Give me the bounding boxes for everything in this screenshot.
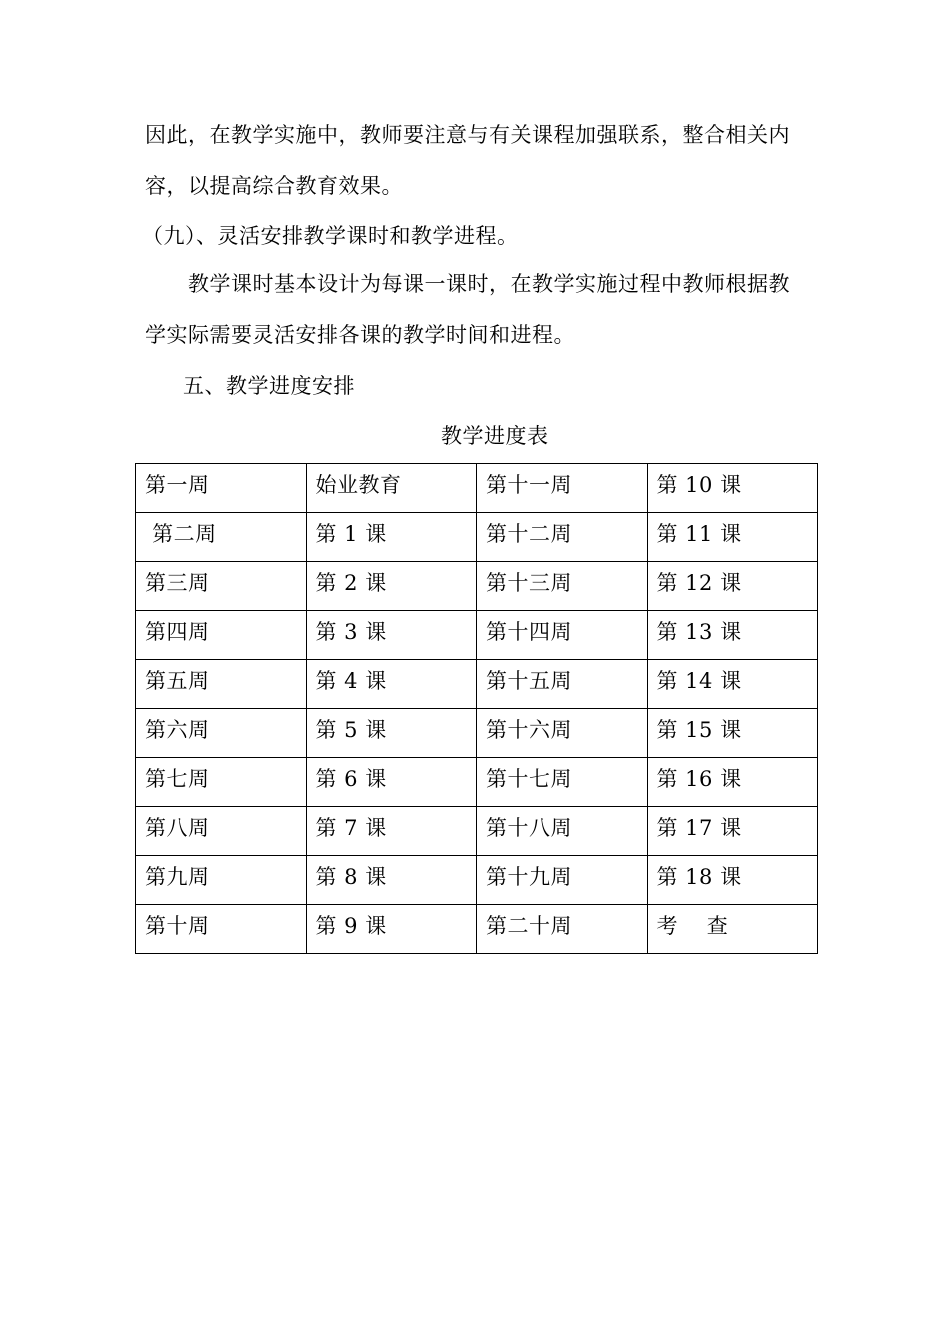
table-cell: 第 2 课 [306, 562, 477, 611]
table-cell: 第 17 课 [647, 807, 818, 856]
section-heading: （九）、灵活安排教学课时和教学进程。 [142, 224, 519, 248]
table-cell: 第十七周 [477, 758, 648, 807]
table-row [136, 611, 818, 660]
table-cell: 第七周 [136, 758, 307, 807]
table-row [136, 709, 818, 758]
paragraph-line: 学实际需要灵活安排各课的教学时间和进程。 [145, 323, 575, 347]
table-cell: 第 16 课 [647, 758, 818, 807]
table-cell: 第 18 课 [647, 856, 818, 905]
table-cell: 第 3 课 [306, 611, 477, 660]
table-cell: 第 14 课 [647, 660, 818, 709]
table-cell: 第 10 课 [647, 464, 818, 513]
paragraph-line: 教学课时基本设计为每课一课时，在教学实施过程中教师根据教 [188, 272, 790, 296]
table-cell: 第十九周 [477, 856, 648, 905]
table-cell: 第 8 课 [306, 856, 477, 905]
table-row [136, 905, 818, 954]
schedule-table-body [136, 464, 818, 954]
table-cell: 第二十周 [477, 905, 648, 954]
table-cell: 第 9 课 [306, 905, 477, 954]
table-cell: 第 11 课 [647, 513, 818, 562]
table-cell: 第九周 [136, 856, 307, 905]
table-cell: 第二周 [136, 513, 307, 562]
table-cell: 第八周 [136, 807, 307, 856]
table-row [136, 562, 818, 611]
paragraph-line: 容，以提高综合教育效果。 [145, 174, 403, 198]
table-cell: 第十四周 [477, 611, 648, 660]
table-cell: 第一周 [136, 464, 307, 513]
table-row [136, 660, 818, 709]
table-cell: 第 4 课 [306, 660, 477, 709]
table-cell: 始业教育 [306, 464, 477, 513]
table-cell: 第 13 课 [647, 611, 818, 660]
table-row [136, 856, 818, 905]
table-cell: 第十六周 [477, 709, 648, 758]
paragraph-line: 因此，在教学实施中，教师要注意与有关课程加强联系，整合相关内 [145, 123, 790, 147]
table-cell: 第十一周 [477, 464, 648, 513]
table-cell: 第 1 课 [306, 513, 477, 562]
table-cell: 第十三周 [477, 562, 648, 611]
section-heading: 五、教学进度安排 [183, 374, 355, 398]
table-cell: 第 6 课 [306, 758, 477, 807]
table-cell: 第十八周 [477, 807, 648, 856]
table-cell: 第 15 课 [647, 709, 818, 758]
table-row [136, 513, 818, 562]
table-cell: 第五周 [136, 660, 307, 709]
schedule-table [135, 463, 818, 954]
table-row [136, 807, 818, 856]
table-cell: 第十二周 [477, 513, 648, 562]
table-cell: 第十周 [136, 905, 307, 954]
table-cell: 第 12 课 [647, 562, 818, 611]
table-cell: 考 查 [647, 905, 818, 954]
table-cell: 第四周 [136, 611, 307, 660]
table-cell: 第十五周 [477, 660, 648, 709]
table-cell: 第六周 [136, 709, 307, 758]
table-row [136, 758, 818, 807]
table-row [136, 464, 818, 513]
table-cell: 第三周 [136, 562, 307, 611]
table-title: 教学进度表 [441, 424, 549, 448]
table-cell: 第 7 课 [306, 807, 477, 856]
table-cell: 第 5 课 [306, 709, 477, 758]
